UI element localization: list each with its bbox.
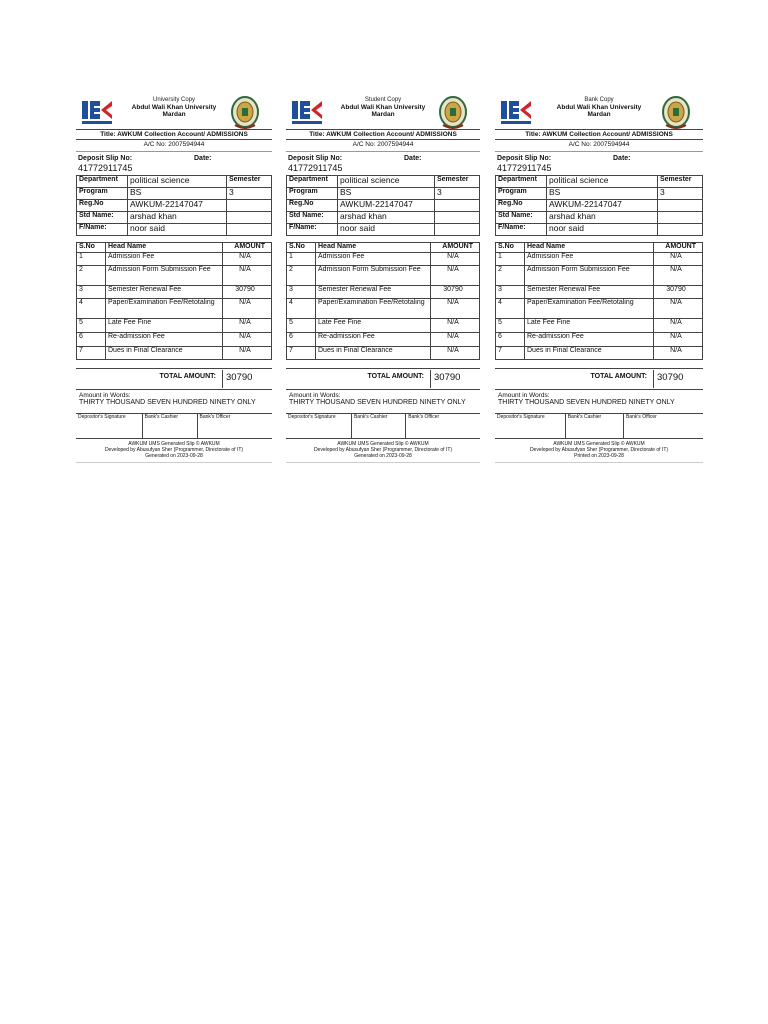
fee-sno: 7 bbox=[77, 346, 106, 359]
university-seal-icon bbox=[230, 95, 260, 129]
program-value: BS bbox=[338, 187, 435, 199]
fee-head-name: Late Fee Fine bbox=[316, 318, 431, 332]
department-value: political science bbox=[128, 175, 227, 187]
fee-row bbox=[496, 298, 703, 318]
footer-line-1: AWKUM UMS Generated Slip © AWKUM bbox=[128, 440, 220, 447]
fee-amount: N/A bbox=[654, 298, 703, 318]
amount-header: AMOUNT bbox=[223, 242, 272, 252]
footer-line-1: AWKUM UMS Generated Slip © AWKUM bbox=[337, 440, 429, 447]
fee-head-name: Dues in Final Clearance bbox=[525, 346, 654, 359]
fee-row bbox=[496, 285, 703, 298]
f-name-label: F/Name: bbox=[287, 223, 338, 235]
bank-cashier: Bank's Cashier bbox=[352, 414, 406, 438]
fee-amount: N/A bbox=[431, 265, 480, 285]
fee-head-name: Semester Renewal Fee bbox=[106, 285, 223, 298]
fee-head-name: Semester Renewal Fee bbox=[525, 285, 654, 298]
department-label: Department bbox=[287, 175, 338, 187]
slip-header bbox=[76, 93, 272, 129]
footer-line-3: Generated on 2023-09-28 bbox=[354, 453, 412, 460]
bank-officer: Bank's Officer bbox=[199, 413, 231, 420]
fee-amount: 30790 bbox=[431, 285, 480, 298]
bank-officer: Bank's Officer bbox=[625, 413, 657, 420]
fee-sno: 2 bbox=[496, 265, 525, 285]
fee-sno: 5 bbox=[77, 318, 106, 332]
std-name-value: arshad khan bbox=[338, 211, 435, 223]
account-number: A/C No: 2007594944 bbox=[76, 140, 272, 151]
semester-value: 3 bbox=[227, 187, 272, 199]
signature-row bbox=[495, 414, 703, 439]
deposit-slip-row bbox=[76, 155, 272, 175]
fee-amount: N/A bbox=[654, 265, 703, 285]
program-label: Program bbox=[496, 187, 547, 199]
university-city: Mardan bbox=[587, 111, 611, 119]
amount-header: AMOUNT bbox=[431, 242, 480, 252]
university-name: Abdul Wali Khan University bbox=[340, 103, 426, 111]
amount-in-words bbox=[76, 390, 272, 414]
empty-cell bbox=[658, 211, 703, 223]
date-label: Date: bbox=[404, 154, 422, 162]
university-seal-icon bbox=[661, 95, 691, 129]
semester-value: 3 bbox=[435, 187, 480, 199]
total-amount-label: TOTAL AMOUNT: bbox=[590, 372, 647, 380]
fee-head-name: Dues in Final Clearance bbox=[316, 346, 431, 359]
deposit-slip-number: 41772911745 bbox=[497, 162, 552, 173]
amount-in-words-label: Amount in Words: bbox=[498, 391, 550, 399]
fee-row bbox=[77, 252, 272, 265]
fee-head-name: Re-admission Fee bbox=[525, 332, 654, 346]
fee-sno: 4 bbox=[77, 298, 106, 318]
fee-amount: N/A bbox=[223, 346, 272, 359]
fee-row bbox=[77, 285, 272, 298]
deposit-slip-row bbox=[495, 155, 703, 175]
fee-row bbox=[496, 332, 703, 346]
semester-label: Semester bbox=[227, 175, 272, 187]
fee-row bbox=[496, 265, 703, 285]
date-label: Date: bbox=[613, 154, 631, 162]
semester-value: 3 bbox=[658, 187, 703, 199]
program-label: Program bbox=[287, 187, 338, 199]
footer-line-2: Developed by Abusufyan Sher (Programmer, Directorate of IT) bbox=[313, 447, 453, 454]
fee-amount: N/A bbox=[654, 318, 703, 332]
university-city: Mardan bbox=[371, 111, 395, 119]
fee-amount: N/A bbox=[431, 318, 480, 332]
std-name-label: Std Name: bbox=[496, 211, 547, 223]
regno-label: Reg.No bbox=[77, 199, 128, 211]
total-row bbox=[76, 368, 272, 390]
fee-table bbox=[286, 242, 480, 360]
fee-row bbox=[287, 318, 480, 332]
signature-row bbox=[286, 414, 480, 439]
empty-cell bbox=[435, 199, 480, 211]
fee-sno: 3 bbox=[77, 285, 106, 298]
fee-table bbox=[495, 242, 703, 360]
total-amount-label: TOTAL AMOUNT: bbox=[159, 372, 216, 380]
f-name-value: noor said bbox=[547, 223, 658, 235]
account-number: A/C No: 2007594944 bbox=[495, 140, 703, 151]
depositor-signature: Depositor's Signature bbox=[495, 414, 566, 438]
copy-name: University Copy bbox=[152, 97, 195, 103]
program-value: BS bbox=[547, 187, 658, 199]
fee-amount: N/A bbox=[223, 318, 272, 332]
fee-amount: N/A bbox=[431, 252, 480, 265]
university-name: Abdul Wali Khan University bbox=[131, 103, 217, 111]
student-info-table bbox=[495, 175, 703, 236]
head-name-header: Head Name bbox=[525, 242, 654, 252]
fee-row bbox=[77, 298, 272, 318]
slip-footer bbox=[495, 439, 703, 463]
f-name-value: noor said bbox=[338, 223, 435, 235]
amount-in-words-value: THIRTY THOUSAND SEVEN HUNDRED NINETY ONLY bbox=[289, 399, 466, 407]
sno-header: S.No bbox=[77, 242, 106, 252]
slip-footer bbox=[76, 439, 272, 463]
deposit-slip-number: 41772911745 bbox=[78, 162, 133, 173]
fee-row bbox=[496, 346, 703, 359]
fee-sno: 4 bbox=[496, 298, 525, 318]
fee-head-name: Semester Renewal Fee bbox=[316, 285, 431, 298]
amount-in-words-label: Amount in Words: bbox=[79, 391, 131, 399]
bank-officer: Bank's Officer bbox=[408, 413, 440, 420]
department-label: Department bbox=[496, 175, 547, 187]
bank-cashier: Bank's Cashier bbox=[566, 414, 624, 438]
fee-slip-copy bbox=[495, 93, 703, 463]
fee-sno: 6 bbox=[496, 332, 525, 346]
deposit-slip-label: Deposit Slip No: bbox=[497, 154, 552, 162]
total-amount-value: 30790 bbox=[653, 370, 703, 388]
fee-row bbox=[287, 265, 480, 285]
std-name-value: arshad khan bbox=[547, 211, 658, 223]
sno-header: S.No bbox=[496, 242, 525, 252]
fee-sno: 2 bbox=[287, 265, 316, 285]
head-name-header: Head Name bbox=[316, 242, 431, 252]
fee-sno: 3 bbox=[287, 285, 316, 298]
fee-head-name: Paper/Examination Fee/Retotaling bbox=[316, 298, 431, 318]
empty-cell bbox=[658, 223, 703, 235]
f-name-label: F/Name: bbox=[77, 223, 128, 235]
copy-name: Bank Copy bbox=[584, 97, 614, 103]
fee-amount: N/A bbox=[223, 265, 272, 285]
date-label: Date: bbox=[194, 154, 212, 162]
total-amount-value: 30790 bbox=[222, 370, 272, 388]
university-name: Abdul Wali Khan University bbox=[556, 103, 642, 111]
footer-line-3: Generated on 2023-09-28 bbox=[145, 453, 203, 460]
program-value: BS bbox=[128, 187, 227, 199]
fee-row bbox=[287, 252, 480, 265]
fee-amount: N/A bbox=[431, 332, 480, 346]
empty-cell bbox=[227, 223, 272, 235]
empty-cell bbox=[227, 199, 272, 211]
fee-sno: 1 bbox=[496, 252, 525, 265]
deposit-slip-row bbox=[286, 155, 480, 175]
empty-cell bbox=[227, 211, 272, 223]
depositor-signature: Depositor's Signature bbox=[76, 414, 143, 438]
regno-label: Reg.No bbox=[287, 199, 338, 211]
sno-header: S.No bbox=[287, 242, 316, 252]
fee-table bbox=[76, 242, 272, 360]
total-row bbox=[495, 368, 703, 390]
amount-in-words bbox=[495, 390, 703, 414]
fee-head-name: Paper/Examination Fee/Retotaling bbox=[525, 298, 654, 318]
student-info-table bbox=[76, 175, 272, 236]
fee-row bbox=[77, 318, 272, 332]
fee-head-name: Admission Fee bbox=[106, 252, 223, 265]
university-city: Mardan bbox=[162, 111, 186, 119]
fee-head-name: Admission Form Submission Fee bbox=[106, 265, 223, 285]
deposit-slip-label: Deposit Slip No: bbox=[288, 154, 343, 162]
std-name-label: Std Name: bbox=[77, 211, 128, 223]
fee-sno: 6 bbox=[77, 332, 106, 346]
fee-row bbox=[77, 265, 272, 285]
signature-row bbox=[76, 414, 272, 439]
fee-sno: 1 bbox=[77, 252, 106, 265]
total-row bbox=[286, 368, 480, 390]
fee-head-name: Re-admission Fee bbox=[106, 332, 223, 346]
fee-amount: 30790 bbox=[223, 285, 272, 298]
empty-cell bbox=[435, 223, 480, 235]
std-name-value: arshad khan bbox=[128, 211, 227, 223]
fee-head-name: Admission Fee bbox=[316, 252, 431, 265]
fee-row bbox=[287, 346, 480, 359]
fee-sno: 5 bbox=[496, 318, 525, 332]
regno-label: Reg.No bbox=[496, 199, 547, 211]
footer-line-2: Developed by Abusufyan Sher (Programmer, Directorate of IT) bbox=[529, 447, 669, 454]
fee-slip-copy bbox=[286, 93, 480, 463]
fee-amount: N/A bbox=[431, 346, 480, 359]
program-label: Program bbox=[77, 187, 128, 199]
fee-sno: 2 bbox=[77, 265, 106, 285]
university-seal-icon bbox=[438, 95, 468, 129]
account-number: A/C No: 2007594944 bbox=[286, 140, 480, 151]
empty-cell bbox=[435, 211, 480, 223]
fee-head-name: Late Fee Fine bbox=[106, 318, 223, 332]
fee-row bbox=[77, 346, 272, 359]
total-amount-value: 30790 bbox=[430, 370, 480, 388]
department-label: Department bbox=[77, 175, 128, 187]
semester-label: Semester bbox=[435, 175, 480, 187]
fee-head-name: Paper/Examination Fee/Retotaling bbox=[106, 298, 223, 318]
semester-label: Semester bbox=[658, 175, 703, 187]
fee-amount: N/A bbox=[654, 332, 703, 346]
student-info-table bbox=[286, 175, 480, 236]
head-name-header: Head Name bbox=[106, 242, 223, 252]
amount-in-words-label: Amount in Words: bbox=[289, 391, 341, 399]
fee-slip-copy bbox=[76, 93, 272, 463]
amount-in-words-value: THIRTY THOUSAND SEVEN HUNDRED NINETY ONLY bbox=[79, 399, 256, 407]
fee-amount: N/A bbox=[223, 298, 272, 318]
amount-in-words-value: THIRTY THOUSAND SEVEN HUNDRED NINETY ONLY bbox=[498, 399, 675, 407]
slip-header bbox=[495, 93, 703, 129]
fee-head-name: Admission Form Submission Fee bbox=[316, 265, 431, 285]
fee-head-name: Re-admission Fee bbox=[316, 332, 431, 346]
amount-header: AMOUNT bbox=[654, 242, 703, 252]
std-name-label: Std Name: bbox=[287, 211, 338, 223]
empty-cell bbox=[658, 199, 703, 211]
fee-sno: 3 bbox=[496, 285, 525, 298]
fee-sno: 5 bbox=[287, 318, 316, 332]
fee-sno: 7 bbox=[287, 346, 316, 359]
fee-row bbox=[496, 318, 703, 332]
fee-head-name: Dues in Final Clearance bbox=[106, 346, 223, 359]
total-amount-label: TOTAL AMOUNT: bbox=[367, 372, 424, 380]
fee-head-name: Admission Form Submission Fee bbox=[525, 265, 654, 285]
fee-amount: N/A bbox=[223, 332, 272, 346]
slip-header bbox=[286, 93, 480, 129]
regno-value: AWKUM-22147047 bbox=[547, 199, 658, 211]
footer-line-1: AWKUM UMS Generated Slip © AWKUM bbox=[553, 440, 645, 447]
fee-amount: N/A bbox=[223, 252, 272, 265]
fee-amount: N/A bbox=[654, 252, 703, 265]
footer-line-3: Printed on 2023-09-28 bbox=[574, 453, 624, 460]
fee-sno: 7 bbox=[496, 346, 525, 359]
regno-value: AWKUM-22147047 bbox=[128, 199, 227, 211]
deposit-slip-number: 41772911745 bbox=[288, 162, 343, 173]
f-name-value: noor said bbox=[128, 223, 227, 235]
footer-line-2: Developed by Abusufyan Sher (Programmer, Directorate of IT) bbox=[104, 447, 244, 454]
account-title: Title: AWKUM Collection Account/ ADMISSIONS bbox=[286, 129, 480, 140]
regno-value: AWKUM-22147047 bbox=[338, 199, 435, 211]
fee-row bbox=[77, 332, 272, 346]
fee-amount: N/A bbox=[431, 298, 480, 318]
slip-footer bbox=[286, 439, 480, 463]
fee-row bbox=[287, 285, 480, 298]
account-title: Title: AWKUM Collection Account/ ADMISSIONS bbox=[495, 129, 703, 140]
deposit-slip-label: Deposit Slip No: bbox=[78, 154, 133, 162]
account-title: Title: AWKUM Collection Account/ ADMISSIONS bbox=[76, 129, 272, 140]
fee-head-name: Late Fee Fine bbox=[525, 318, 654, 332]
fee-amount: N/A bbox=[654, 346, 703, 359]
f-name-label: F/Name: bbox=[496, 223, 547, 235]
amount-in-words bbox=[286, 390, 480, 414]
fee-head-name: Admission Fee bbox=[525, 252, 654, 265]
bank-cashier: Bank's Cashier bbox=[143, 414, 198, 438]
fee-sno: 1 bbox=[287, 252, 316, 265]
fee-row bbox=[287, 298, 480, 318]
depositor-signature: Depositor's Signature bbox=[286, 414, 352, 438]
department-value: political science bbox=[547, 175, 658, 187]
copy-name: Student Copy bbox=[364, 97, 402, 103]
fee-sno: 6 bbox=[287, 332, 316, 346]
fee-amount: 30790 bbox=[654, 285, 703, 298]
fee-row bbox=[287, 332, 480, 346]
department-value: political science bbox=[338, 175, 435, 187]
fee-sno: 4 bbox=[287, 298, 316, 318]
fee-row bbox=[496, 252, 703, 265]
